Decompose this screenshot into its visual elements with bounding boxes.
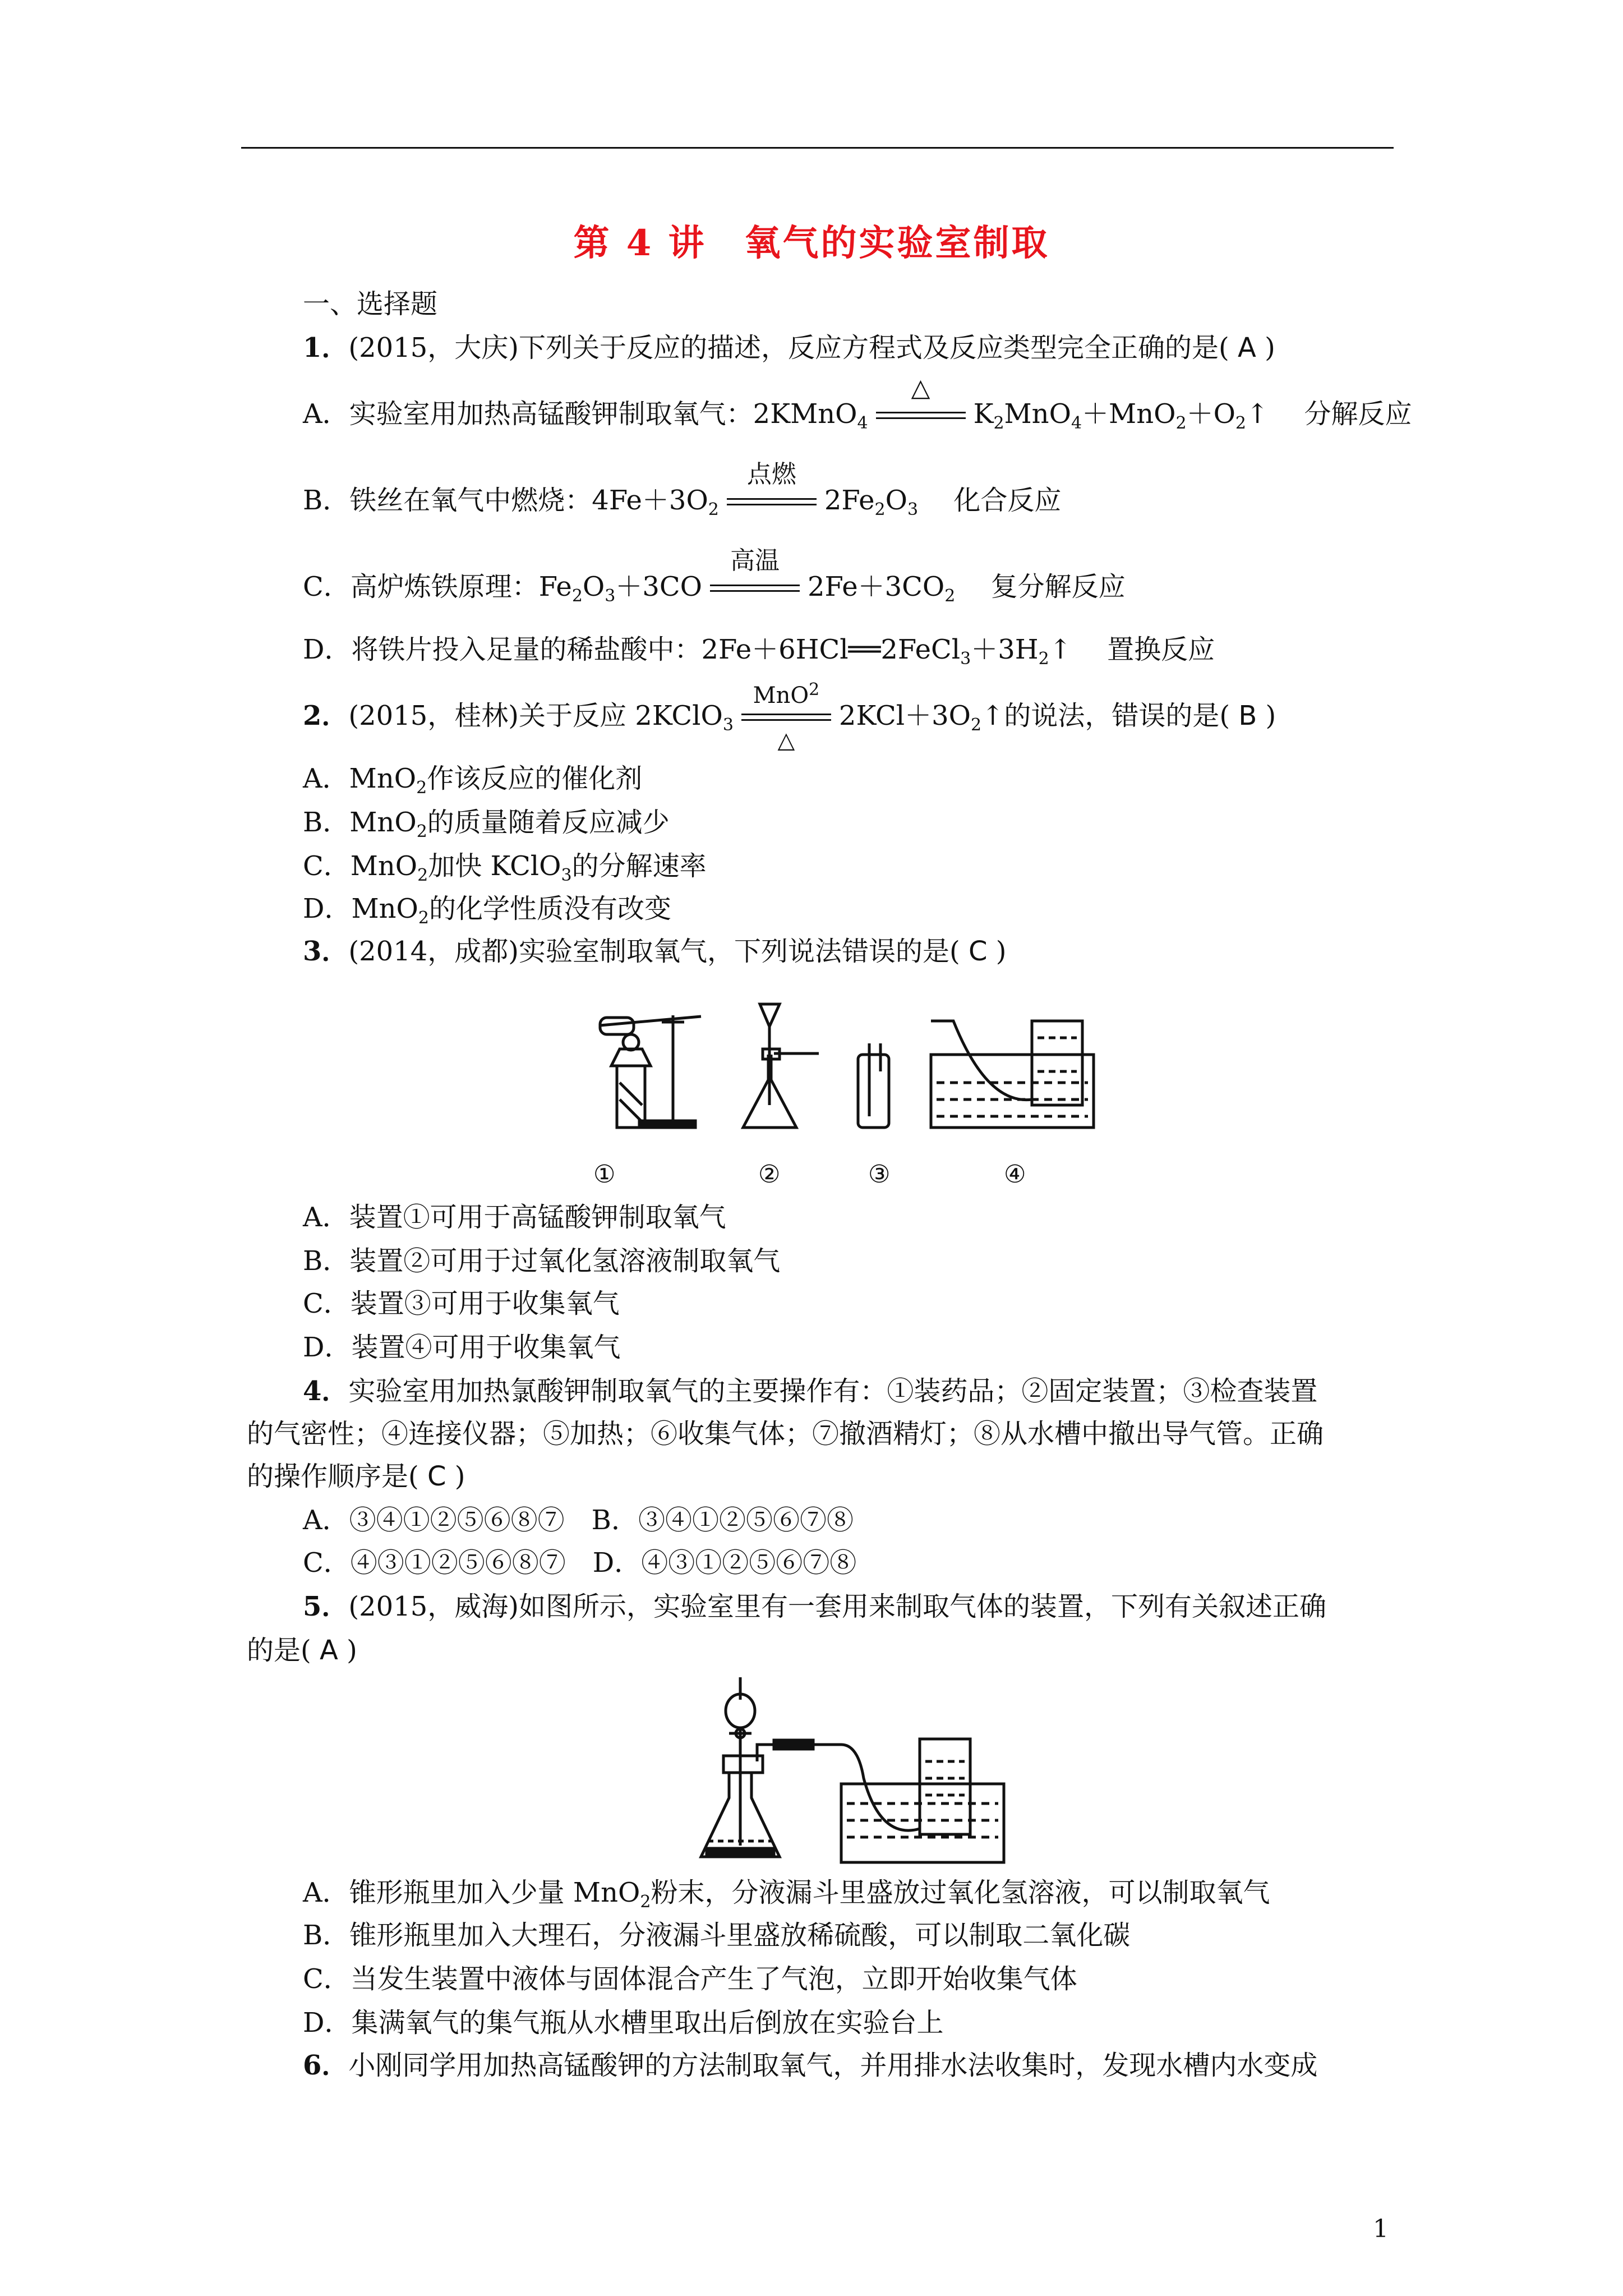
q3-option-b: B．装置②可用于过氧化氢溶液制取氧气 — [303, 1245, 781, 1277]
answer-1: A — [1229, 332, 1265, 364]
apparatus-figure-2 — [695, 1677, 1009, 1868]
q5-option-b: B．锥形瓶里加入大理石，分液漏斗里盛放稀硫酸，可以制取二氧化碳 — [303, 1920, 1131, 1951]
q5-option-d: D．集满氧气的集气瓶从水槽里取出后倒放在实验台上 — [303, 2007, 944, 2039]
question-4-line-2: 的气密性；④连接仪器；⑤加热；⑥收集气体；⑦撤酒精灯；⑧从水槽中撤出导气管。正确 — [247, 1418, 1324, 1450]
question-1: 1．(2015，大庆)下列关于反应的描述，反应方程式及反应类型完全正确的是( A ) — [303, 332, 1275, 364]
q3-option-d: D．装置④可用于收集氧气 — [303, 1332, 621, 1363]
figure-label-4: ④ — [1004, 1160, 1026, 1189]
question-3: 3．(2014，成都)实验室制取氧气，下列说法错误的是( C ) — [303, 936, 1007, 967]
reaction-arrow: 点燃 — [727, 484, 817, 517]
question-4-line-3: 的操作顺序是( C ) — [247, 1461, 465, 1492]
reaction-arrow: △ — [876, 397, 966, 431]
q1-option-b: B．铁丝在氧气中燃烧：$4Fe+3O_2$ 点燃 $2Fe_2O_3$ 化合反应 — [303, 460, 1062, 519]
gas-collection-trough-icon — [841, 1739, 1004, 1862]
q2-option-b: B．MnO$_2$的质量随着反应减少 — [303, 807, 670, 841]
figure-label-3: ③ — [868, 1160, 891, 1189]
q5-option-a: A．锥形瓶里加入少量 MnO$_2$粉末，分液漏斗里盛放过氧化氢溶液，可以制取氧气 — [303, 1877, 1270, 1912]
question-5-line-2: 的是( A ) — [247, 1635, 357, 1666]
figure-label-2: ② — [758, 1160, 781, 1189]
q2-option-c: C．MnO$_2$加快 KClO$_3$的分解速率 — [303, 850, 707, 885]
answer-2: B — [1230, 700, 1266, 731]
question-2: 2．(2015，桂林)关于反应 2KClO$_3$ MnO$^2$ △ $2KCl+3O_2↑$的说法，错误的是( B ) — [303, 680, 1276, 753]
q2-option-d: D．MnO$_2$的化学性质没有改变 — [303, 893, 672, 928]
q2-option-a: A．MnO$_2$作该反应的催化剂 — [303, 763, 643, 798]
delivery-tube-icon — [757, 1740, 920, 1830]
figure-label-1: ① — [593, 1160, 616, 1189]
answer-5: A — [311, 1635, 347, 1666]
flask-funnel-icon — [743, 1004, 819, 1128]
q3-option-c: C．装置③可用于收集氧气 — [303, 1288, 620, 1319]
page-number: 1 — [1373, 2215, 1389, 2243]
answer-4: C — [418, 1461, 455, 1492]
q4-options-cd: C．④③①②⑤⑥⑧⑦ D．④③①②⑤⑥⑦⑧ — [303, 1547, 857, 1579]
header-rule — [241, 147, 1394, 149]
reaction-arrow: 高温 — [710, 570, 800, 604]
question-6: 6．小刚同学用加热高锰酸钾的方法制取氧气，并用排水法收集时，发现水槽内水变成 — [303, 2050, 1318, 2081]
apparatus-figure-1 — [594, 993, 1099, 1184]
answer-3: C — [960, 936, 996, 967]
heating-apparatus-icon — [600, 1015, 701, 1128]
reaction-arrow: MnO$^2$ △ — [741, 699, 831, 733]
section-heading: 一、选择题 — [303, 288, 438, 320]
question-4: 4．实验室用加热氯酸钾制取氧气的主要操作有：①装药品；②固定装置；③检查装置 — [303, 1375, 1318, 1407]
q1-option-c: C．高炉炼铁原理：$Fe_2O_3+3CO$ 高温 $2Fe+3CO_2$ 复分解反应 — [303, 546, 1126, 606]
q4-options-ab: A．③④①②⑤⑥⑧⑦ B．③④①②⑤⑥⑦⑧ — [303, 1504, 854, 1536]
question-5: 5．(2015，威海)如图所示，实验室里有一套用来制取气体的装置，下列有关叙述正确 — [303, 1591, 1327, 1622]
page-title: 第 4 讲 氧气的实验室制取 — [573, 222, 1050, 264]
collection-bottle-icon — [858, 1043, 889, 1128]
q1-option-a: A．实验室用加热高锰酸钾制取氧气：2KMnO$_4$ △ $K_2MnO_4+MnO_2+O_2↑$ 分解反应 — [303, 374, 1412, 433]
water-trough-icon — [931, 1021, 1094, 1128]
q3-option-a: A．装置①可用于高锰酸钾制取氧气 — [303, 1202, 726, 1233]
q1-option-d: D．将铁片投入足量的稀盐酸中：$2Fe+6HCl══2FeCl_3+3H_2↑$ 置换反应 — [303, 634, 1215, 669]
q5-option-c: C．当发生装置中液体与固体混合产生了气泡，立即开始收集气体 — [303, 1963, 1077, 1995]
separatory-funnel-icon — [726, 1677, 755, 1846]
